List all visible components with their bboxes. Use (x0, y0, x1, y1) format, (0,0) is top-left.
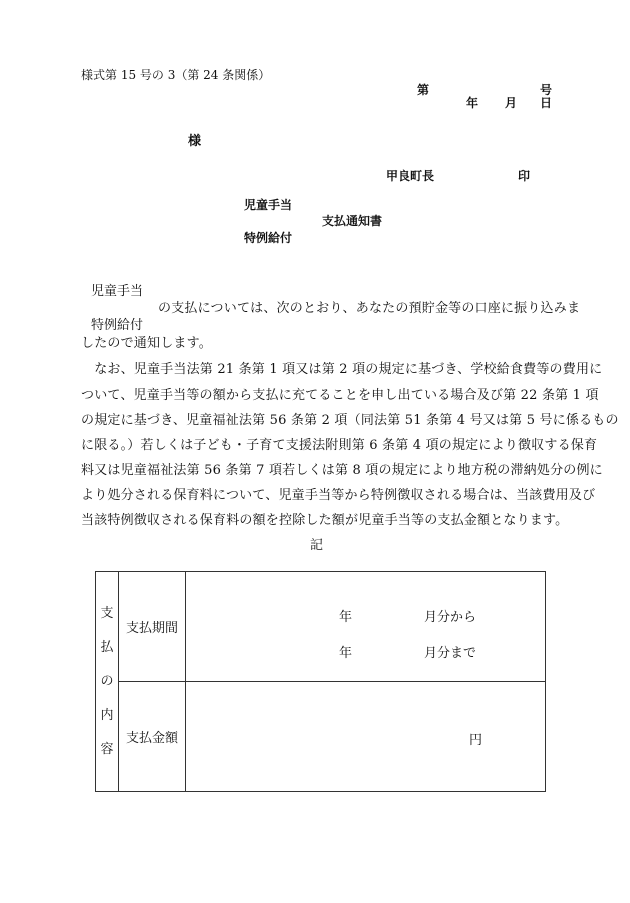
ki-heading: 記 (310, 538, 324, 553)
para1-continuation: したので通知します。 (81, 336, 212, 351)
period-to-month: 月分まで (424, 646, 477, 661)
date-year: 年 (466, 96, 479, 110)
date-month: 月 (505, 96, 518, 110)
side-label-char: 内 (100, 707, 114, 723)
title-special-benefit: 特例給付 (244, 231, 293, 245)
document-number-prefix: 第 (417, 83, 430, 97)
amount-unit: 円 (469, 733, 483, 748)
para2-line: に限る。）若しくは子ども・子育て支援法附則第 6 条第 4 項の規定により徴収する保育 (81, 438, 598, 453)
para2-line: より処分される保育料について、児童手当等から特例徴収される場合は、当該費用及び (81, 488, 596, 503)
form-number: 様式第 15 号の 3（第 24 条関係） (81, 68, 271, 82)
para2-line: 当該特例徴収される保育料の額を控除した額が児童手当等の支払金額となります。 (81, 513, 569, 528)
document-number-suffix: 号 (540, 83, 553, 97)
payment-contents-side-label (96, 572, 119, 792)
side-label-char: 容 (100, 741, 114, 757)
title-notice: 支払通知書 (322, 214, 383, 228)
para2-line: の規定に基づき、児童福祉法第 56 条第 2 項（同法第 51 条第 4 号又は第 5 号に係るもの (81, 413, 619, 428)
issuer-seal: 印 (518, 169, 531, 183)
payment-period-field[interactable] (186, 572, 546, 682)
para1-text: の支払については、次のとおり、あなたの預貯金等の口座に振り込みま (158, 301, 581, 316)
payment-amount-field[interactable] (186, 682, 546, 792)
para2-line: なお、児童手当法第 21 条第 1 項又は第 2 項の規定に基づき、学校給食費等の費用に (81, 362, 603, 377)
payment-amount-label: 支払金額 (119, 682, 186, 792)
addressee-honorific: 様 (188, 134, 202, 149)
side-label-char: 払 (100, 639, 114, 655)
para1-label-special-benefit: 特例給付 (91, 318, 144, 333)
payment-details-table (95, 571, 546, 792)
title-allowance: 児童手当 (244, 198, 293, 212)
para2-line: 料又は児童福祉法第 56 条第 7 項若しくは第 8 項の規定により地方税の滞納処分の例に (81, 463, 603, 478)
issuer-name: 甲良町長 (386, 169, 435, 183)
date-day: 日 (540, 96, 553, 110)
payment-period-label: 支払期間 (119, 572, 186, 682)
side-label-char: の (100, 673, 114, 689)
period-from-year: 年 (339, 610, 353, 625)
period-to-year: 年 (339, 646, 353, 661)
para1-label-allowance: 児童手当 (91, 284, 144, 299)
side-label-char: 支 (100, 605, 114, 621)
period-from-month: 月分から (424, 610, 477, 625)
para2-line: ついて、児童手当等の額から支払に充てることを申し出ている場合及び第 22 条第 1 項 (81, 388, 599, 403)
